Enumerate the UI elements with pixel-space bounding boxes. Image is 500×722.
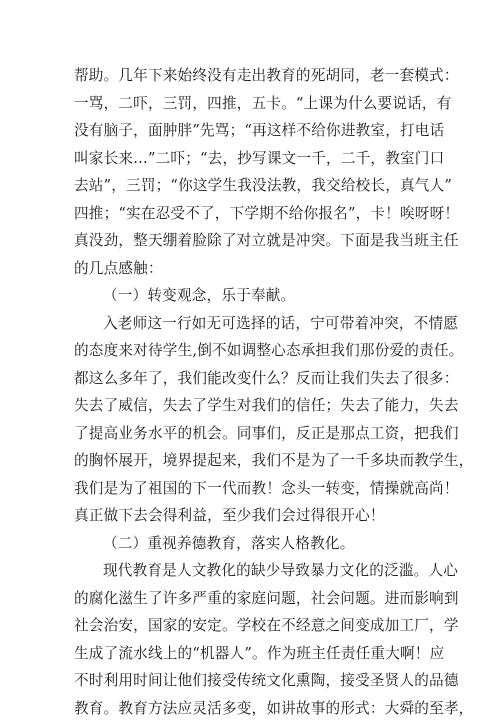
text-line: 叫家长来…”二吓；“去，抄写课文一千，二千，教室门口 [74, 145, 436, 173]
text-line: 了提高业务水平的机会。同事们，反正是那点工资，把我们 [74, 420, 436, 448]
text-line: 生成了流水线上的“机器人”。作为班主任责任重大啊！应 [74, 640, 436, 668]
paragraph-moral-education [74, 557, 436, 722]
text-line: 教育。教育方法应灵活多变，如讲故事的形式：大舜的至孝， [74, 695, 436, 722]
text-line: 都这么多年了，我们能改变什么？反而让我们失去了很多： [74, 365, 436, 393]
paragraph-change-mindset [74, 310, 436, 530]
text-line: 入老师这一行如无可选择的话，宁可带着冲突，不情愿 [74, 310, 436, 338]
document-body [74, 62, 436, 722]
text-line: 的态度来对待学生,倒不如调整心态承担我们那份爱的责任。 [74, 337, 436, 365]
text-line: 真没劲，整天绷着脸除了对立就是冲突。下面是我当班主任 [74, 227, 436, 255]
text-line: 社会治安，国家的安定。学校在不经意之间变成加工厂，学 [74, 612, 436, 640]
section-heading-2: （二）重视养德教育，落实人格教化。 [74, 530, 436, 558]
text-line: 去站”，三罚；“你这学生我没法教，我交给校长，真气人” [74, 172, 436, 200]
section-heading-1: （一）转变观念，乐于奉献。 [74, 282, 436, 310]
text-line: 四推；“实在忍受不了，下学期不给你报名”，卡！唉呀呀！ [74, 200, 436, 228]
text-line: 的腐化滋生了许多严重的家庭问题，社会问题。进而影响到 [74, 585, 436, 613]
text-line: 的胸怀展开，境界提起来，我们不是为了一千多块而教学生， [74, 447, 436, 475]
paragraph-intro [74, 62, 436, 282]
text-line: 帮助。几年下来始终没有走出教育的死胡同，老一套模式： [74, 62, 436, 90]
text-line: 一骂，二吓，三罚，四推，五卡。“上课为什么要说话，有 [74, 90, 436, 118]
text-line: 没有脑子，面肿胖”先骂；“再这样不给你进教室，打电话 [74, 117, 436, 145]
text-line: 真正做下去会得利益，至少我们会过得很开心！ [74, 502, 436, 530]
text-line: 现代教育是人文教化的缺少导致暴力文化的泛滥。人心 [74, 557, 436, 585]
text-line: 的几点感触： [74, 255, 436, 283]
text-line: 失去了威信，失去了学生对我们的信任；失去了能力，失去 [74, 392, 436, 420]
text-line: 我们是为了祖国的下一代而教！念头一转变，情操就高尚！ [74, 475, 436, 503]
text-line: 不时利用时间让他们接受传统文化熏陶，接受圣贤人的品德 [74, 667, 436, 695]
